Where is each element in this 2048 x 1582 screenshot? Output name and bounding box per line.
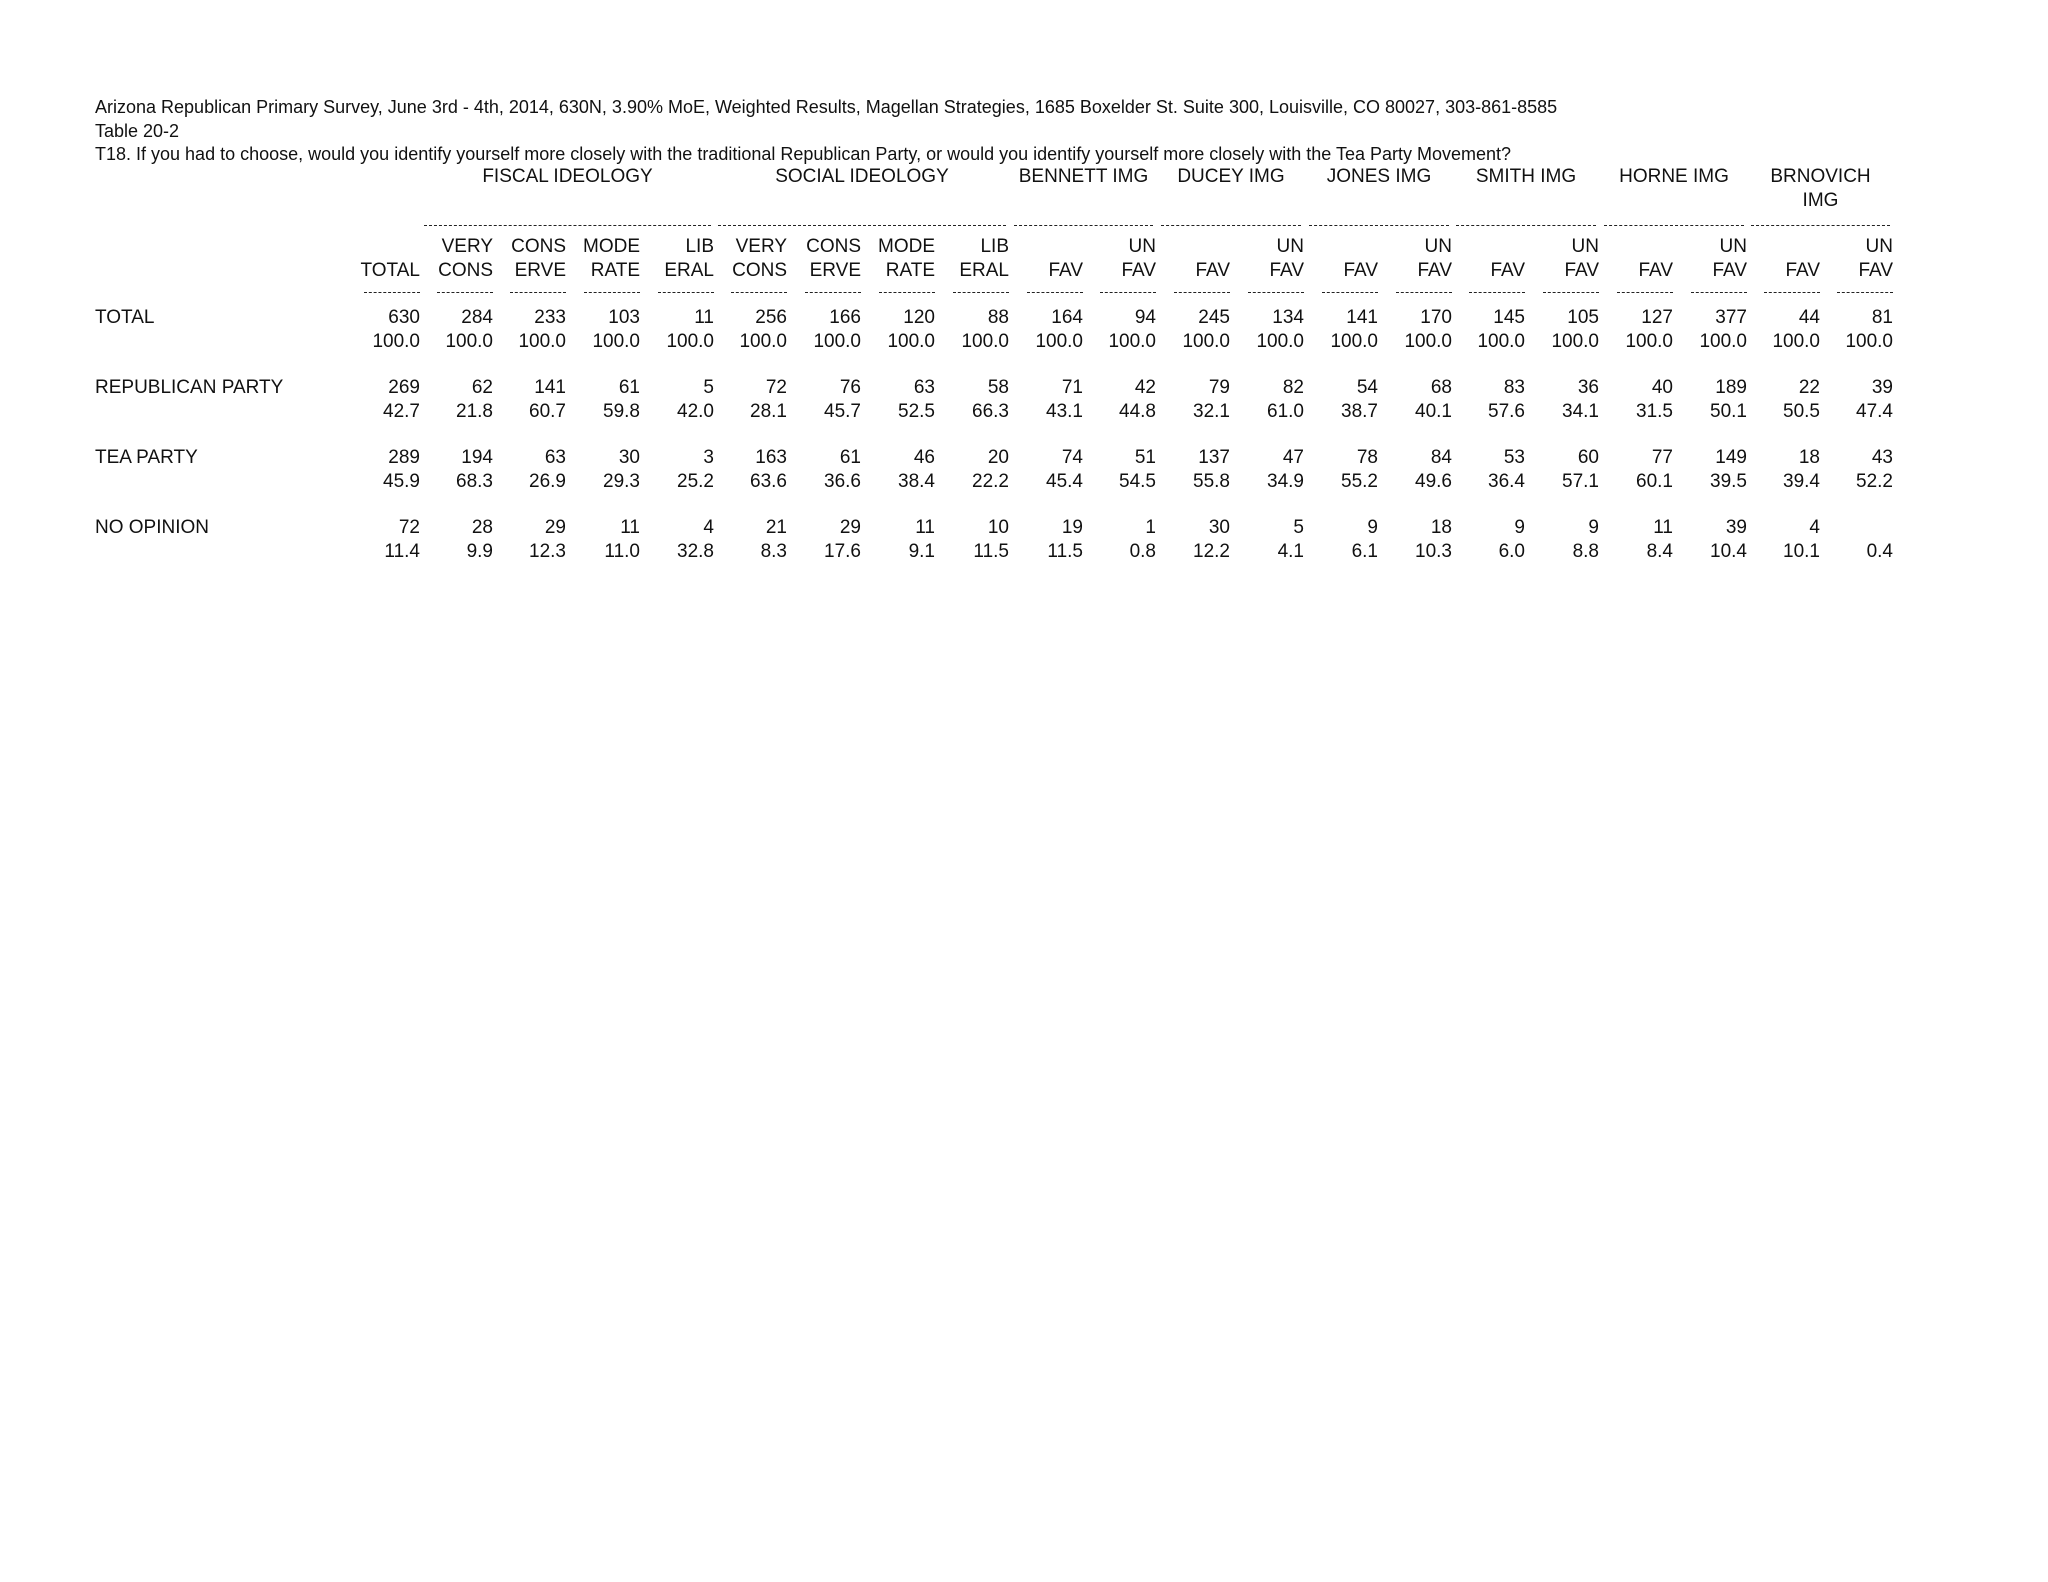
cell-count: 44 (1798, 307, 1820, 328)
cell-count: 68 (1430, 377, 1452, 398)
cell-count: 105 (1567, 307, 1599, 328)
cell-percent: 100.0 (1330, 331, 1378, 352)
column-header: FAV (1490, 260, 1525, 281)
cell-percent: 100.0 (1699, 331, 1747, 352)
cell-percent: 100.0 (739, 331, 787, 352)
cell-count: 78 (1356, 447, 1378, 468)
cell-count: 145 (1493, 307, 1525, 328)
column-divider (731, 292, 787, 293)
cell-percent: 10.3 (1415, 541, 1452, 562)
cell-count: 76 (839, 377, 861, 398)
cell-percent: 52.5 (898, 401, 935, 422)
cell-count: 61 (618, 377, 640, 398)
cell-count: 42 (1134, 377, 1156, 398)
column-header: FAV (1417, 260, 1452, 281)
column-header-line1: UN (1424, 236, 1452, 257)
cell-percent: 36.6 (824, 471, 861, 492)
column-header: ERAL (959, 260, 1009, 281)
cell-percent: 61.0 (1267, 401, 1304, 422)
cell-percent: 28.1 (750, 401, 787, 422)
cell-percent: 59.8 (603, 401, 640, 422)
column-divider (1248, 292, 1304, 293)
cell-percent: 100.0 (1625, 331, 1673, 352)
cell-count: 30 (1208, 517, 1230, 538)
column-header: RATE (885, 260, 935, 281)
cell-count: 18 (1798, 447, 1820, 468)
row-label: REPUBLICAN PARTY (95, 377, 284, 398)
cell-percent: 100.0 (813, 331, 861, 352)
cell-count: 134 (1272, 307, 1304, 328)
cell-percent: 11.4 (384, 541, 420, 562)
column-header-line1: CONS (806, 236, 861, 257)
cell-count: 77 (1651, 447, 1673, 468)
cell-count: 4 (703, 517, 714, 538)
cell-percent: 55.8 (1193, 471, 1230, 492)
cell-percent: 12.2 (1193, 541, 1230, 562)
question-text: T18. If you had to choose, would you identify yourself more closely with the traditional Republican Party, or would you identify yourself more closely with the Tea Party Movement? (95, 144, 1512, 164)
group-divider (1751, 225, 1890, 226)
cell-count: 245 (1198, 307, 1230, 328)
column-header-line1: MODE (878, 236, 935, 257)
cell-count: 39 (1871, 377, 1893, 398)
group-divider (1014, 225, 1153, 226)
cell-count: 28 (471, 517, 493, 538)
column-divider (1027, 292, 1083, 293)
cell-count: 189 (1715, 377, 1747, 398)
cell-count: 84 (1430, 447, 1452, 468)
cell-percent: 34.9 (1267, 471, 1304, 492)
cell-count: 166 (829, 307, 861, 328)
column-header: FAV (1269, 260, 1304, 281)
cell-count: 82 (1282, 377, 1304, 398)
cell-percent: 11.5 (973, 541, 1009, 562)
cell-percent: 8.3 (760, 541, 787, 562)
column-header-line1: LIB (685, 236, 714, 257)
cell-percent: 42.7 (383, 401, 420, 422)
group-divider (1456, 225, 1596, 226)
cell-percent: 26.9 (529, 471, 566, 492)
cell-count: 30 (618, 447, 640, 468)
cell-percent: 43.1 (1046, 401, 1083, 422)
column-divider (364, 292, 420, 293)
cell-count: 81 (1871, 307, 1893, 328)
cell-count: 94 (1134, 307, 1156, 328)
column-header-line1: UN (1865, 236, 1893, 257)
column-header-line1: VERY (735, 236, 787, 257)
cell-count: 61 (839, 447, 861, 468)
cell-percent: 100.0 (445, 331, 493, 352)
cell-percent: 49.6 (1415, 471, 1452, 492)
cell-count: 289 (388, 447, 420, 468)
cell-count: 11 (1653, 517, 1673, 538)
column-header: FAV (1785, 260, 1820, 281)
cell-count: 3 (703, 447, 714, 468)
cell-percent: 60.1 (1636, 471, 1673, 492)
cell-count: 47 (1282, 447, 1304, 468)
cell-count: 9 (1514, 517, 1525, 538)
group-divider (1309, 225, 1449, 226)
cell-count: 194 (461, 447, 493, 468)
cell-percent: 32.8 (677, 541, 714, 562)
cell-percent: 57.6 (1488, 401, 1525, 422)
cell-count: 83 (1503, 377, 1525, 398)
cell-count: 20 (987, 447, 1009, 468)
cell-percent: 52.2 (1856, 471, 1893, 492)
cell-percent: 10.1 (1783, 541, 1820, 562)
cell-count: 233 (534, 307, 566, 328)
cell-percent: 100.0 (592, 331, 640, 352)
column-divider (1322, 292, 1378, 293)
cell-count: 11 (915, 517, 935, 538)
column-header: CONS (732, 260, 787, 281)
cell-count: 39 (1725, 517, 1747, 538)
cell-percent: 17.6 (824, 541, 861, 562)
cell-percent: 68.3 (456, 471, 493, 492)
group-divider (1161, 225, 1301, 226)
cell-percent: 40.1 (1415, 401, 1452, 422)
cell-count: 40 (1651, 377, 1673, 398)
cell-percent: 36.4 (1488, 471, 1525, 492)
cell-count: 1 (1145, 517, 1156, 538)
column-header-line1: UN (1128, 236, 1156, 257)
cell-count: 127 (1641, 307, 1673, 328)
cell-percent: 8.8 (1572, 541, 1599, 562)
cell-percent: 0.4 (1866, 541, 1893, 562)
cell-count: 36 (1577, 377, 1599, 398)
group-header-line2: IMG (1802, 190, 1839, 211)
column-header: FAV (1564, 260, 1599, 281)
column-header-line1: VERY (441, 236, 493, 257)
cell-count: 11 (694, 307, 714, 328)
cell-count: 62 (471, 377, 493, 398)
cell-percent: 63.6 (750, 471, 787, 492)
cell-percent: 100.0 (1551, 331, 1599, 352)
cell-count: 21 (765, 517, 787, 538)
cell-count: 170 (1420, 307, 1452, 328)
column-divider (879, 292, 935, 293)
cell-count: 71 (1061, 377, 1083, 398)
cell-percent: 100.0 (518, 331, 566, 352)
cell-count: 141 (534, 377, 566, 398)
cell-count: 256 (755, 307, 787, 328)
cell-percent: 38.4 (898, 471, 935, 492)
cell-percent: 39.5 (1710, 471, 1747, 492)
cell-percent: 100.0 (666, 331, 714, 352)
cell-count: 141 (1346, 307, 1378, 328)
cell-percent: 44.8 (1119, 401, 1156, 422)
cell-percent: 100.0 (1108, 331, 1156, 352)
row-label: TEA PARTY (95, 447, 198, 468)
column-header: FAV (1638, 260, 1673, 281)
cell-percent: 45.7 (824, 401, 861, 422)
column-header: FAV (1121, 260, 1156, 281)
cell-percent: 50.5 (1783, 401, 1820, 422)
cell-count: 9 (1367, 517, 1378, 538)
cell-percent: 100.0 (1035, 331, 1083, 352)
cell-percent: 11.5 (1047, 541, 1083, 562)
group-header: DUCEY IMG (1177, 166, 1285, 187)
cell-percent: 100.0 (1404, 331, 1452, 352)
column-header: FAV (1195, 260, 1230, 281)
cell-percent: 47.4 (1856, 401, 1893, 422)
cell-percent: 9.9 (466, 541, 493, 562)
column-divider (510, 292, 566, 293)
cell-count: 72 (398, 517, 420, 538)
cell-percent: 11.0 (604, 541, 640, 562)
cell-count: 53 (1503, 447, 1525, 468)
cell-count: 9 (1588, 517, 1599, 538)
column-divider (1174, 292, 1230, 293)
cell-percent: 42.0 (677, 401, 714, 422)
cell-percent: 50.1 (1710, 401, 1747, 422)
column-header: ERVE (514, 260, 566, 281)
cell-count: 54 (1356, 377, 1378, 398)
cell-count: 74 (1061, 447, 1083, 468)
column-divider (658, 292, 714, 293)
cell-count: 103 (608, 307, 640, 328)
column-divider (953, 292, 1009, 293)
cell-percent: 34.1 (1562, 401, 1599, 422)
column-divider (1543, 292, 1599, 293)
cell-percent: 31.5 (1636, 401, 1673, 422)
cell-count: 58 (987, 377, 1009, 398)
cell-count: 88 (987, 307, 1009, 328)
cell-percent: 10.4 (1710, 541, 1747, 562)
column-divider (1469, 292, 1525, 293)
column-header: FAV (1343, 260, 1378, 281)
group-header: BENNETT IMG (1018, 166, 1149, 187)
cell-count: 22 (1798, 377, 1820, 398)
group-header: SMITH IMG (1475, 166, 1577, 187)
cell-count: 29 (839, 517, 861, 538)
column-header: FAV (1858, 260, 1893, 281)
cell-count: 149 (1715, 447, 1747, 468)
cell-percent: 0.8 (1129, 541, 1156, 562)
cell-count: 18 (1430, 517, 1452, 538)
cell-count: 269 (388, 377, 420, 398)
group-header: BRNOVICH (1770, 166, 1871, 187)
column-header-line1: MODE (583, 236, 640, 257)
column-header: RATE (590, 260, 640, 281)
table-number: Table 20-2 (95, 121, 180, 141)
column-header: CONS (438, 260, 493, 281)
column-divider (1617, 292, 1673, 293)
group-header: JONES IMG (1326, 166, 1432, 187)
cell-count: 29 (544, 517, 566, 538)
column-header: FAV (1048, 260, 1083, 281)
cell-count: 137 (1198, 447, 1230, 468)
cell-percent: 22.2 (972, 471, 1009, 492)
cell-count: 10 (987, 517, 1009, 538)
cell-percent: 66.3 (972, 401, 1009, 422)
cell-count: 120 (903, 307, 935, 328)
cell-count: 51 (1134, 447, 1156, 468)
cell-count: 43 (1871, 447, 1893, 468)
cell-percent: 54.5 (1119, 471, 1156, 492)
cell-percent: 8.4 (1646, 541, 1673, 562)
cell-count: 377 (1715, 307, 1747, 328)
cell-count: 163 (755, 447, 787, 468)
column-header-line1: UN (1276, 236, 1304, 257)
column-header-line1: LIB (980, 236, 1009, 257)
cell-percent: 60.7 (529, 401, 566, 422)
cell-percent: 32.1 (1193, 401, 1230, 422)
cell-percent: 6.0 (1498, 541, 1525, 562)
column-divider (1837, 292, 1893, 293)
group-divider (718, 225, 1006, 226)
cell-count: 4 (1809, 517, 1820, 538)
column-divider (1396, 292, 1452, 293)
cell-percent: 45.4 (1046, 471, 1083, 492)
survey-title: Arizona Republican Primary Survey, June 3rd - 4th, 2014, 630N, 3.90% MoE, Weighted Results, Magellan Strategies, 1685 Boxelder St. Suite 300, Louisville, CO 80027, 303-861-8585 (95, 97, 1558, 117)
cell-percent: 100.0 (961, 331, 1009, 352)
cell-count: 5 (703, 377, 714, 398)
column-header-line1: CONS (511, 236, 566, 257)
column-header: TOTAL (360, 260, 420, 281)
row-label: NO OPINION (95, 517, 210, 538)
column-header: ERAL (664, 260, 714, 281)
cell-count: 11 (620, 517, 640, 538)
cell-count: 19 (1061, 517, 1083, 538)
cell-count: 60 (1577, 447, 1599, 468)
cell-count: 630 (388, 307, 420, 328)
cell-percent: 100.0 (1845, 331, 1893, 352)
row-label: TOTAL (95, 307, 155, 328)
cell-percent: 12.3 (529, 541, 566, 562)
cell-percent: 57.1 (1562, 471, 1599, 492)
column-header-line1: UN (1719, 236, 1747, 257)
cell-percent: 100.0 (1256, 331, 1304, 352)
cell-percent: 29.3 (603, 471, 640, 492)
column-divider (1691, 292, 1747, 293)
group-divider (1604, 225, 1744, 226)
cell-percent: 25.2 (677, 471, 714, 492)
cell-percent: 100.0 (1182, 331, 1230, 352)
cell-percent: 100.0 (887, 331, 935, 352)
cell-percent: 6.1 (1351, 541, 1378, 562)
group-divider (424, 225, 711, 226)
column-header-line1: UN (1571, 236, 1599, 257)
cell-percent: 100.0 (1477, 331, 1525, 352)
cell-percent: 21.8 (456, 401, 493, 422)
group-header: SOCIAL IDEOLOGY (775, 166, 949, 187)
cell-percent: 9.1 (908, 541, 935, 562)
cell-percent: 38.7 (1341, 401, 1378, 422)
column-header: FAV (1712, 260, 1747, 281)
column-divider (805, 292, 861, 293)
column-divider (437, 292, 493, 293)
cell-percent: 55.2 (1341, 471, 1378, 492)
cell-percent: 39.4 (1783, 471, 1820, 492)
column-divider (1764, 292, 1820, 293)
cell-percent: 100.0 (1772, 331, 1820, 352)
group-header: FISCAL IDEOLOGY (482, 166, 653, 187)
cell-percent: 100.0 (372, 331, 420, 352)
cell-count: 5 (1293, 517, 1304, 538)
cell-count: 63 (544, 447, 566, 468)
cell-count: 164 (1051, 307, 1083, 328)
cell-percent: 45.9 (383, 471, 420, 492)
cell-count: 79 (1208, 377, 1230, 398)
cell-count: 46 (913, 447, 935, 468)
column-divider (584, 292, 640, 293)
cell-count: 72 (765, 377, 787, 398)
cell-count: 284 (461, 307, 493, 328)
cell-percent: 4.1 (1277, 541, 1304, 562)
column-header: ERVE (809, 260, 861, 281)
cell-count: 63 (913, 377, 935, 398)
column-divider (1100, 292, 1156, 293)
group-header: HORNE IMG (1619, 166, 1729, 187)
